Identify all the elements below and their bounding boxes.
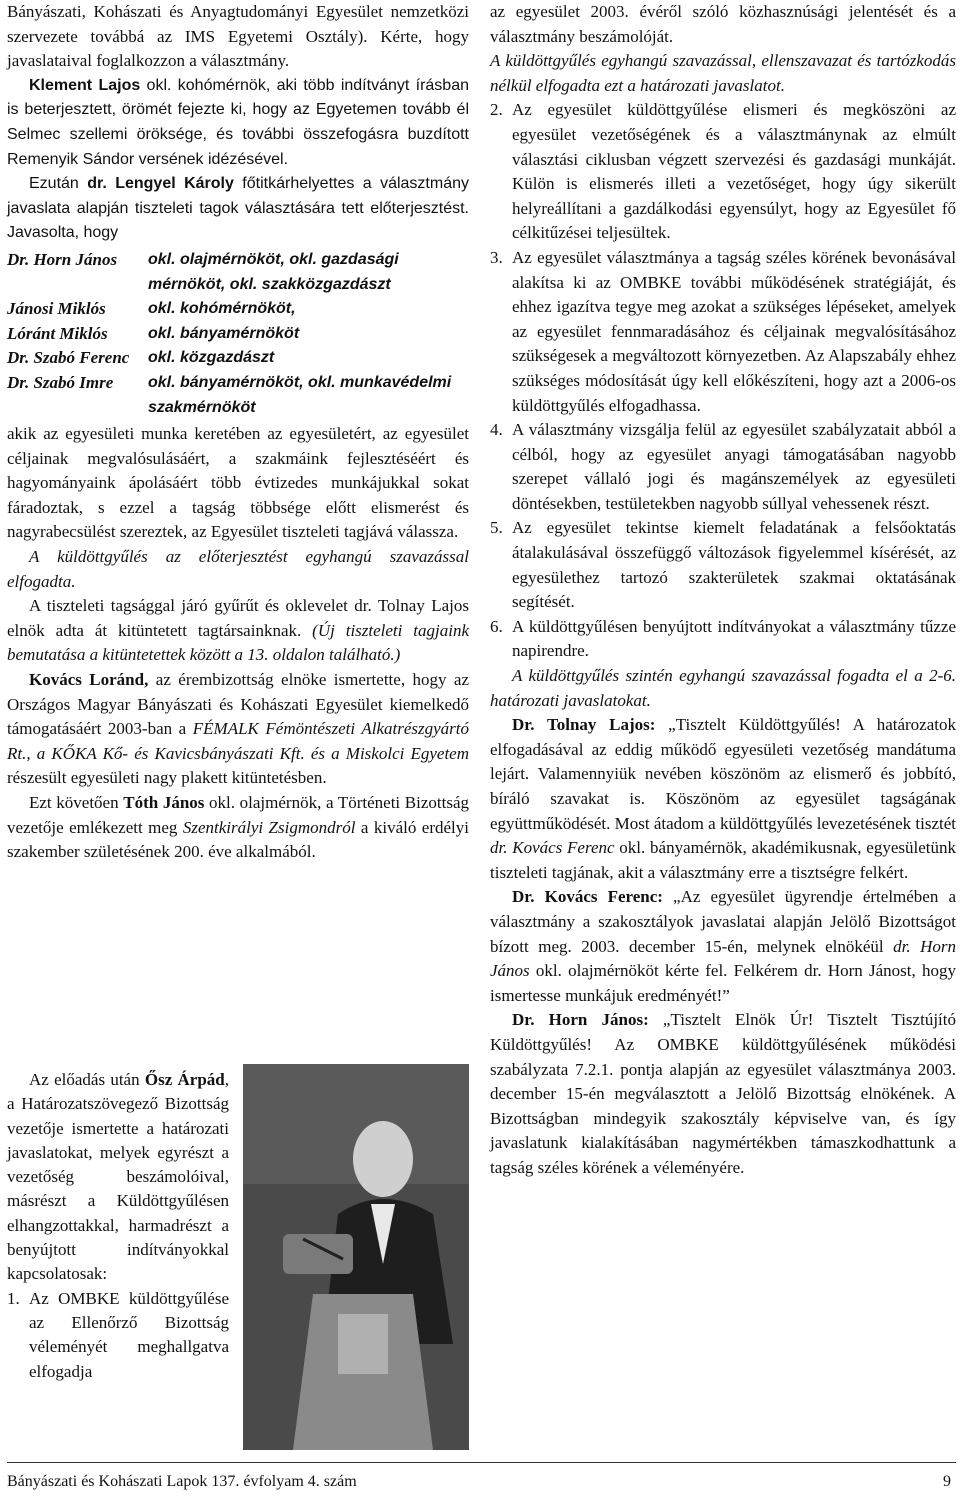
nominee-title: okl. bányamérnököt, okl. munkavédelmi szakmérnököt [148, 373, 452, 416]
nominee-row [7, 297, 469, 322]
speech-text: okl. bányamérnök, akadémikusnak, egyesületünk tiszteleti tagjának, akit a választmány erre a tisztségre felkért. [490, 838, 956, 882]
paragraph-text: részesült egyesületi nagy plakett kitüntetésben. [7, 768, 327, 788]
item-number: 1. [7, 1288, 20, 1308]
item-number: 6. [490, 616, 503, 636]
paragraph-text: főtitkárhelyettes a választmány javaslata alapján tiszteleti tagok választására tett előterjesztést. Javasolta, hogy [7, 175, 470, 242]
decision-text: A küldöttgyűlés egyhangú szavazással, ellenszavazat és tartózkodás nélkül elfogadta ezt a határozati javaslatot. [490, 51, 956, 95]
resolution-item [490, 516, 956, 614]
item-text: A küldöttgyűlésen benyújtott indítványokat a választmány tűzze napirendre. [512, 616, 956, 661]
paragraph-text: Ezután [29, 175, 88, 193]
paragraph [7, 74, 469, 172]
nominee-name: Dr. Horn János [7, 249, 118, 269]
person-name: dr. Kovács Ferenc [490, 838, 615, 858]
resolution-item [7, 1287, 229, 1384]
nominee-title: okl. bányamérnököt [148, 324, 300, 342]
nominee-row [7, 346, 469, 371]
nominee-row [7, 322, 469, 347]
paragraph: az egyesület 2003. évéről szóló közhasznúsági jelentését és a választmány beszámolóját. [490, 2, 956, 46]
paragraph-text: , a Határozatszövegező Bizottság vezetője ismertette a határozati javaslatokat, melyek egyrészt a vezetőség beszámolóival, másrészt a Küldöttgyűlésen elhangzottakkal, harmadrészt a benyújtott indítványokkal kapcsolatosak: [7, 1070, 229, 1284]
paragraph-text: Ezt követően [29, 793, 124, 812]
item-text: Az OMBKE küldöttgyűlése az Ellenőrző Bizottság véleményét meghallgatva elfogadja [29, 1288, 229, 1381]
nominee-title: okl. kohómérnököt, [148, 300, 296, 318]
person-name: Klement Lajos [29, 76, 141, 94]
resolution-item [490, 615, 956, 664]
paragraph-text: az érembizottság elnöke ismertette, hogy az Országos Magyar Bányászati és Kohászati Egyesület kiemelkedő támogatásáért 2003-ban a [7, 670, 469, 739]
item-number: 2. [490, 100, 503, 120]
right-column [490, 0, 956, 1181]
journal-footer: Bányászati és Kohászati Lapok 137. évfolyam 4. szám [7, 1473, 357, 1490]
paragraph-text: a kiváló erdélyi szakember születésének 200. éve alkalmából. [7, 817, 469, 862]
item-number: 3. [490, 247, 503, 267]
paragraph [7, 172, 469, 246]
speaker-name: Dr. Tolnay Lajos: [512, 715, 656, 735]
paragraph-text: okl. olajmérnök, a Történeti Bizottság vezetője emlékezett meg [7, 793, 470, 837]
page-number: 9 [943, 1473, 951, 1490]
paragraph-text: okl. kohómérnök, aki több indítványt írásban is beterjesztett, örömét fejezte ki, hogy az Egyetemen tovább él Selmec szellemi öröksége, és további összefogásra buzdított Remenyik Sándor versének idézésével. [7, 76, 469, 168]
resolution-item [490, 246, 956, 418]
item-number: 5. [490, 518, 503, 538]
paragraph [7, 594, 469, 668]
speaker-photo-image [243, 1064, 469, 1450]
nominee-name: Dr. Szabó Ferenc [7, 348, 130, 368]
nominee-name: Jánosi Miklós [7, 299, 106, 319]
item-text: Az egyesület választmánya a tagság széles körének bevonásával alakítsa ki az OMBKE további működésének stratégiáját, és ehhez igazítva tegye meg azokat a szükséges lépéseket, amelyek az egyesület fennmaradásához és céljainak megvalósításához szükségesek a megváltozott környezetben. Az Alapszabály ehhez szükséges módosítását úgy kell előkészíteni, hogy azt a 2006-os küldöttgyűlés elfogadhassa. [512, 247, 956, 415]
paragraph [490, 1008, 956, 1180]
resolution-item [490, 98, 956, 246]
paragraph [7, 1068, 229, 1287]
nominee-title: okl. olajmérnököt, okl. gazdasági mérnököt, okl. szakközgazdászt [148, 250, 399, 293]
item-text: Az egyesület küldöttgyűlése elismeri és megköszöni az egyesület vezetőségének és a választmánynak az elmúlt választási ciklusban végzett szervezési és gazdasági munkáját. Külön is elismerés illeti a vezetőséget, hogy úgy sikerült helyreállítani a gazdálkodási egyensúlyt, hogy az Egyesület fő célkitűzései teljesültek. [512, 100, 956, 243]
paragraph [490, 885, 956, 1008]
decision-text: A küldöttgyűlés az előterjesztést egyhangú szavazással elfogadta. [7, 547, 469, 591]
item-text: A választmány vizsgálja felül az egyesület szabályzatait abból a célból, hogy az egyesület anyagi támogatásában nagyobb szerepet vállaló jogi és magánszemélyek az egyesületi döntésekben, testületekben nagyobb súllyal vehessenek részt. [512, 420, 956, 513]
nominee-row [7, 371, 469, 420]
nominee-row [7, 248, 469, 297]
paragraph: Bányászati, Kohászati és Anyagtudományi Egyesület nemzetközi szervezete továbbá az IMS Egyetemi Osztály). Kérte, hogy javaslataival foglalkozzon a választmány. [7, 2, 469, 71]
wrapped-text-block [7, 1068, 229, 1384]
speech-text: okl. olajmérnököt kérte fel. Felkérem dr. Horn Jánost, hogy ismertesse munkájuk eredményét!” [490, 961, 956, 1005]
person-name: Szentkirályi Zsigmondról [182, 817, 356, 837]
left-column [7, 0, 469, 865]
item-number: 4. [490, 420, 503, 440]
speech-text: „Az egyesület ügyrendje értelmében a választmány a szakosztályok javaslatai alapján Jelölő Bizottságot bízott meg. 2003. december 15-én, melynek elnökéül [490, 887, 956, 956]
speech-text: „Tisztelt Küldöttgyűlés! A határozatok elfogadásával az eddig működő egyesületi vezetőség mandátuma lejárt. Valamennyiük nevében köszönöm az elismerő és jobbító, bíráló szavakat is. Köszönöm az egyesület tagságának együttműködését. Most átadom a küldöttgyűlés levezetésének tisztét [490, 715, 956, 833]
paragraph: akik az egyesületi munka keretében az egyesületért, az egyesület céljainak megvalósulásáért, a szakmáink fejlesztéséért és hagyományaink ápolásáért több évtizedes munkájukkal sokat fáradoztak, s ezzel a tagság többsége előtt elismerést és nagyrabecsülést szereztek, az Egyesület tiszteleti tagjává válassza. [7, 424, 469, 542]
paragraph-text: A tiszteleti tagsággal járó gyűrűt és oklevelet dr. Tolnay Lajos elnök adta át kitüntetett tagtársainknak. [7, 596, 469, 640]
paragraph [490, 713, 956, 885]
speaker-name: Dr. Horn János: [512, 1010, 649, 1030]
paragraph-note: (Új tiszteleti tagjaink bemutatása a kitüntetettek között a 13. oldalon található.) [7, 620, 469, 665]
nominee-title: okl. közgazdászt [148, 349, 275, 367]
person-name: Ősz Árpád [144, 1070, 225, 1089]
nominee-name: Lóránt Miklós [7, 323, 108, 343]
resolution-item [490, 418, 956, 516]
speaker-photo [243, 1064, 469, 1450]
paragraph [7, 668, 469, 791]
person-name: Tóth János [123, 793, 205, 812]
nominee-list [7, 248, 469, 420]
person-name: dr. Horn János [490, 936, 956, 981]
footer-divider [7, 1462, 956, 1463]
nominee-name: Dr. Szabó Imre [7, 372, 114, 392]
decision-text: A küldöttgyűlés szintén egyhangú szavazással fogadta el a 2-6. határozati javaslatokat. [490, 666, 956, 710]
speaker-name: Dr. Kovács Ferenc: [512, 887, 663, 907]
person-name: dr. Lengyel Károly [87, 175, 234, 193]
organization-names: FÉMALK Fémöntészeti Alkatrészgyártó Rt., a KŐKA Kő- és Kavicsbányászati Kft. és a Miskolci Egyetem [7, 719, 469, 763]
speech-text: „Tisztelt Elnök Úr! Tisztelt Tisztújító Küldöttgyűlés! Az OMBKE küldöttgyűlésének működési szabályzata 7.2.1. pontja alapján az egyesület választmánya 2003. december 15-én megválasztott a Jelölő Bizottság elnökének. A Bizottságban mindegyik szakosztály képviselve van, és így javaslatunk kialakításában nagymértékben támaszkodhattunk a tagság széles körének a véleményére. [490, 1010, 956, 1177]
person-name: Kovács Loránd, [29, 670, 149, 690]
paragraph [7, 791, 469, 865]
paragraph-text: Az előadás után [29, 1070, 145, 1089]
item-text: Az egyesület tekintse kiemelt feladatának a felsőoktatás átalakulásával összefüggő változások figyelemmel kísérését, az egyesülethez tartozó szakterületek szakmai oktatásának segítését. [512, 518, 956, 612]
